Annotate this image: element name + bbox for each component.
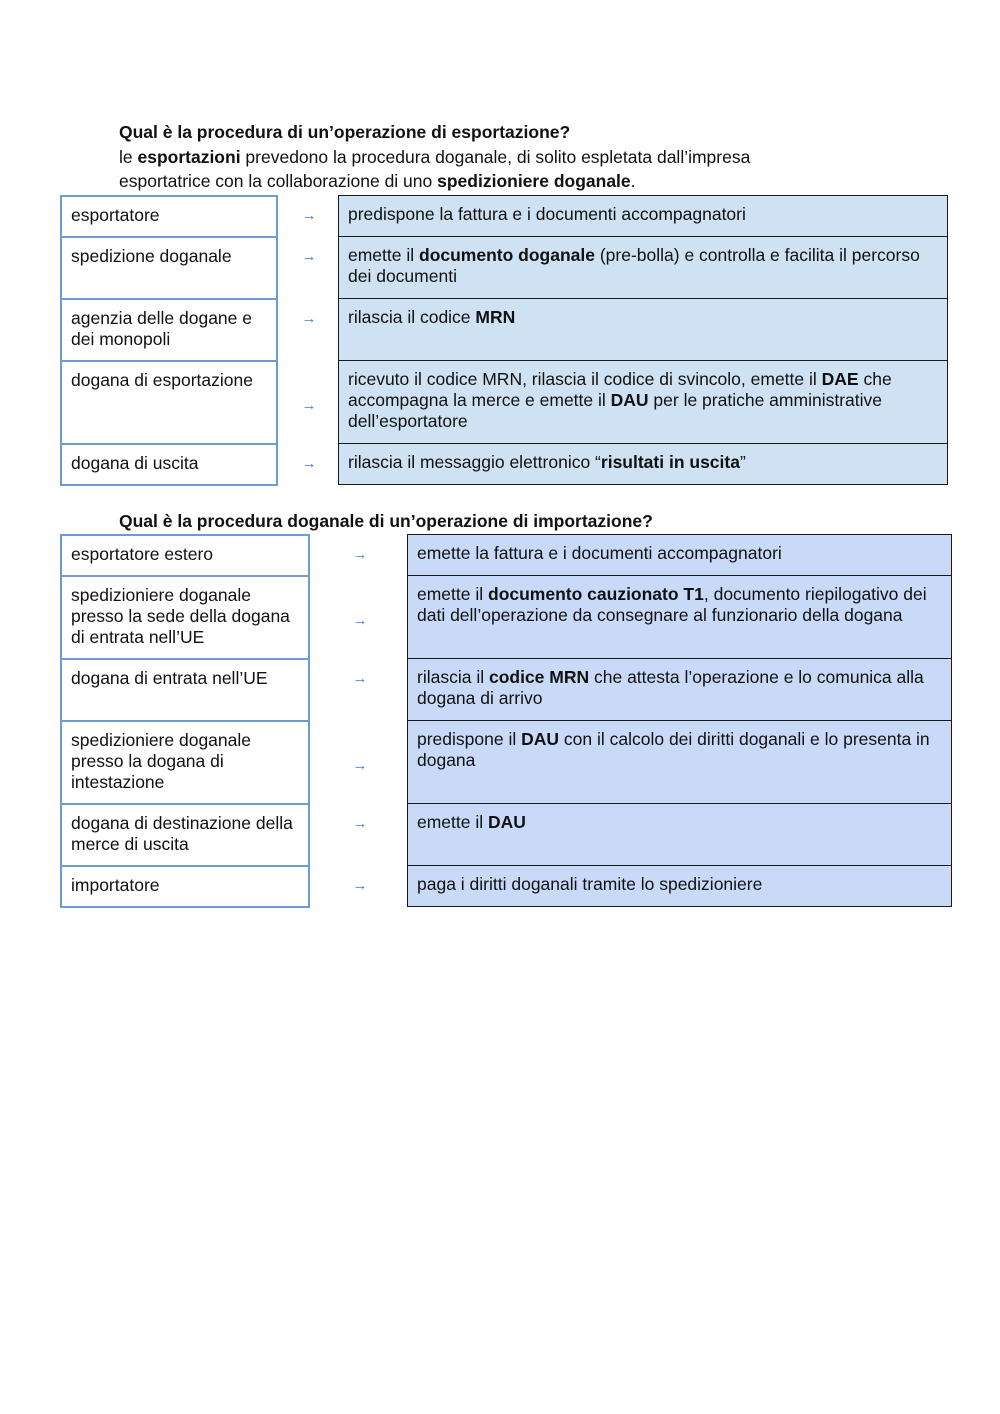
actor-cell: importatore bbox=[60, 865, 310, 908]
text-run: le bbox=[119, 147, 138, 167]
actor-cell: esportatore bbox=[60, 195, 278, 238]
actor-cell: spedizioniere doganale presso la dogana di intestazione bbox=[60, 720, 310, 805]
export-heading: Qual è la procedura di un’operazione di esportazione? bbox=[119, 122, 571, 142]
actor-cell: dogana di esportazione bbox=[60, 360, 278, 445]
action-cell bbox=[338, 443, 948, 485]
actor-cell: spedizione doganale bbox=[60, 236, 278, 300]
action-cell bbox=[338, 360, 948, 444]
action-cell bbox=[338, 236, 948, 299]
import-heading: Qual è la procedura doganale di un’operazione di importazione? bbox=[119, 511, 653, 531]
text-run: paga i diritti doganali tramite lo spedizioniere bbox=[417, 874, 763, 894]
bold-text: risultati in uscita bbox=[600, 452, 740, 472]
text-run: , documento riepilogativo dei dati dell’operazione da consegnare al funzionario della dogana bbox=[417, 584, 927, 625]
text-run: che accompagna la merce e emette il bbox=[348, 369, 892, 410]
action-cell bbox=[407, 720, 952, 804]
bold-text: DAU bbox=[521, 729, 560, 749]
arrow-right-icon: → bbox=[352, 815, 368, 832]
action-cell bbox=[407, 803, 952, 866]
actor-cell: spedizioniere doganale presso la sede della dogana di entrata nell’UE bbox=[60, 575, 310, 660]
bold-text: DAU bbox=[610, 390, 649, 410]
arrow-right-icon: → bbox=[352, 670, 368, 687]
text-run: rilascia il codice bbox=[348, 307, 476, 327]
action-cell bbox=[407, 865, 952, 907]
arrow-right-icon: → bbox=[301, 248, 317, 265]
bold-text: codice MRN bbox=[488, 667, 590, 687]
text-run: con il calcolo dei diritti doganali e lo presenta in dogana bbox=[417, 729, 930, 770]
text-run: emette il bbox=[417, 812, 488, 832]
arrow-right-icon: → bbox=[301, 207, 317, 224]
bold-text: documento doganale bbox=[419, 245, 595, 265]
bold-text: documento cauzionato T1 bbox=[488, 584, 704, 604]
text-run: predispone la fattura e i documenti accompagnatori bbox=[348, 204, 746, 224]
bold-text: spedizioniere doganale bbox=[437, 171, 631, 191]
arrow-right-icon: → bbox=[301, 455, 317, 472]
arrow-right-icon: → bbox=[301, 397, 317, 414]
text-run: emette il bbox=[417, 584, 488, 604]
text-run: ” bbox=[739, 452, 746, 472]
bold-text: esportazioni bbox=[137, 147, 241, 167]
text-run: rilascia il messaggio elettronico “ bbox=[348, 452, 601, 472]
arrow-right-icon: → bbox=[301, 310, 317, 327]
text-run: rilascia il bbox=[417, 667, 489, 687]
actor-cell: dogana di destinazione della merce di uscita bbox=[60, 803, 310, 867]
arrow-right-icon: → bbox=[352, 546, 368, 563]
export-intro bbox=[119, 145, 819, 193]
arrow-right-icon: → bbox=[352, 877, 368, 894]
action-cell bbox=[407, 534, 952, 576]
action-cell bbox=[407, 575, 952, 659]
action-cell bbox=[407, 658, 952, 721]
text-run: che attesta l’operazione e lo comunica alla dogana di arrivo bbox=[417, 667, 924, 708]
arrow-right-icon: → bbox=[352, 757, 368, 774]
actor-cell: dogana di uscita bbox=[60, 443, 278, 486]
actor-cell: dogana di entrata nell’UE bbox=[60, 658, 310, 722]
text-run: emette la fattura e i documenti accompagnatori bbox=[417, 543, 782, 563]
text-run: emette il bbox=[348, 245, 419, 265]
text-run: per le pratiche amministrative dell’esportatore bbox=[348, 390, 882, 431]
actor-cell: agenzia delle dogane e dei monopoli bbox=[60, 298, 278, 362]
bold-text: MRN bbox=[475, 307, 516, 327]
text-run: . bbox=[630, 171, 636, 191]
text-run: predispone il bbox=[417, 729, 522, 749]
bold-text: DAU bbox=[488, 812, 526, 832]
actor-cell: esportatore estero bbox=[60, 534, 310, 577]
action-cell bbox=[338, 298, 948, 361]
bold-text: DAE bbox=[821, 369, 859, 389]
arrow-right-icon: → bbox=[352, 612, 368, 629]
text-run: prevedono la procedura doganale, di solito espletata dall’impresa esportatrice con la collaborazione di uno bbox=[119, 147, 751, 191]
action-cell bbox=[338, 195, 948, 237]
text-run: (pre-bolla) e controlla e facilita il percorso dei documenti bbox=[348, 245, 920, 286]
text-run: ricevuto il codice MRN, rilascia il codice di svincolo, emette il bbox=[348, 369, 822, 389]
